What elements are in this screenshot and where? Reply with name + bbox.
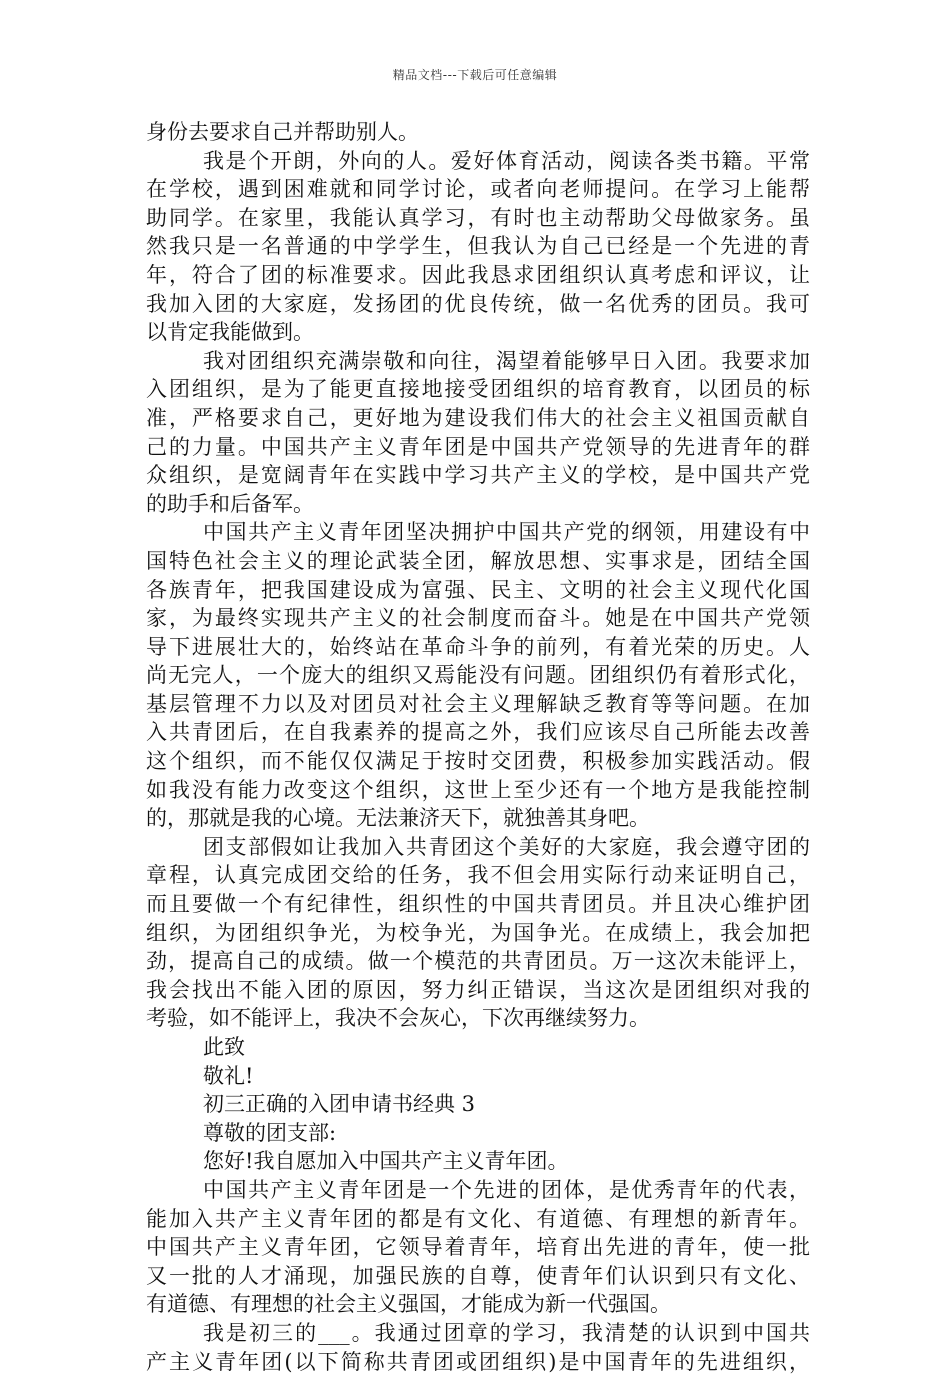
text-line: 组织，为团组织争光，为校争光，为国争光。在成绩上，我会加把 [146, 920, 810, 945]
text-line: 入共青团后，在自我素养的提高之外，我们应该尽自己所能去改善 [146, 720, 810, 745]
text-line: 中国共产主义青年团是一个先进的团体，是优秀青年的代表， [203, 1177, 810, 1202]
text-line: 在学校，遇到困难就和同学讨论，或者向老师提问。在学习上能帮 [146, 177, 810, 202]
text-line: 中国共产主义青年团坚决拥护中国共产党的纲领，用建设有中 [203, 520, 810, 545]
text-line: 国特色社会主义的理论武装全团，解放思想、实事求是，团结全国 [146, 548, 810, 573]
text-line: 我加入团的大家庭，发扬团的优良传统，做一名优秀的团员。我可 [146, 291, 810, 316]
text-line: 如我没有能力改变这个组织，这世上至少还有一个地方是我能控制 [146, 777, 810, 802]
text-line: 己的力量。中国共产主义青年团是中国共产党领导的先进青年的群 [146, 434, 810, 459]
text-line: 然我只是一名普通的中学学生，但我认为自己已经是一个先进的青 [146, 234, 810, 259]
text-line: 助同学。在家里，我能认真学习，有时也主动帮助父母做家务。虽 [146, 205, 810, 230]
text-line: 产主义青年团(以下简称共青团或团组织)是中国青年的先进组织， [146, 1349, 810, 1374]
text-line: 此致 [203, 1035, 245, 1059]
page-header: 精品文档---下载后可任意编辑 [392, 68, 558, 82]
text-line: 我是初三的___。我通过团章的学习，我清楚的认识到中国共 [203, 1320, 810, 1345]
text-line: 以肯定我能做到。 [146, 320, 314, 345]
text-line: 又一批的人才涌现，加强民族的自尊，使青年们认识到只有文化、 [146, 1263, 810, 1288]
text-line: 入团组织，是为了能更直接地接受团组织的培育教育，以团员的标 [146, 377, 810, 402]
text-line: 的，那就是我的心境。无法兼济天下，就独善其身吧。 [146, 806, 650, 831]
text-line: 章程，认真完成团交给的任务，我不但会用实际行动来证明自己， [146, 863, 810, 888]
text-line: 各族青年，把我国建设成为富强、民主、文明的社会主义现代化国 [146, 577, 810, 602]
text-line: 家，为最终实现共产主义的社会制度而奋斗。她是在中国共产党领 [146, 606, 810, 631]
text-line: 我对团组织充满崇敬和向往，渴望着能够早日入团。我要求加 [203, 348, 810, 373]
text-line: 的助手和后备军。 [146, 491, 314, 516]
text-line: 我是个开朗，外向的人。爱好体育活动，阅读各类书籍。平常 [203, 148, 810, 173]
text-line: 尊敬的团支部: [203, 1120, 337, 1145]
text-line: 准，严格要求自己，更好地为建设我们伟大的社会主义祖国贡献自 [146, 405, 810, 430]
text-line: 导下进展壮大的，始终站在革命斗争的前列，有着光荣的历史。人 [146, 634, 810, 659]
text-line: 中国共产主义青年团，它领导着青年，培育出先进的青年，使一批 [146, 1235, 810, 1260]
text-line: 考验，如不能评上，我决不会灰心，下次再继续努力。 [146, 1006, 650, 1031]
text-line: 我会找出不能入团的原因，努力纠正错误，当这次是团组织对我的 [146, 977, 810, 1002]
text-line: 而且要做一个有纪律性，组织性的中国共青团员。并且决心维护团 [146, 892, 810, 917]
text-line: 您好!我自愿加入中国共产主义青年团。 [203, 1149, 569, 1174]
text-line: 身份去要求自己并帮助别人。 [146, 120, 419, 144]
text-line: 能加入共产主义青年团的都是有文化、有道德、有理想的新青年。 [146, 1206, 810, 1231]
document-body [146, 118, 810, 1376]
text-line: 有道德、有理想的社会主义强国，才能成为新一代强国。 [146, 1292, 671, 1317]
text-line: 敬礼! [203, 1063, 254, 1088]
text-line: 尚无完人，一个庞大的组织又焉能没有问题。团组织仍有着形式化， [146, 663, 810, 688]
text-line: 众组织，是宽阔青年在实践中学习共产主义的学校，是中国共产党 [146, 463, 810, 488]
text-line: 这个组织，而不能仅仅满足于按时交团费，积极参加实践活动。假 [146, 749, 810, 774]
text-line: 团支部假如让我加入共青团这个美好的大家庭，我会遵守团的 [203, 834, 810, 859]
text-line: 年，符合了团的标准要求。因此我恳求团组织认真考虑和评议，让 [146, 262, 810, 287]
text-line: 基层管理不力以及对团员对社会主义理解缺乏教育等等问题。在加 [146, 691, 810, 716]
text-line: 初三正确的入团申请书经典 3 [203, 1092, 476, 1117]
text-line: 劲，提高自己的成绩。做一个模范的共青团员。万一这次未能评上， [146, 949, 810, 974]
